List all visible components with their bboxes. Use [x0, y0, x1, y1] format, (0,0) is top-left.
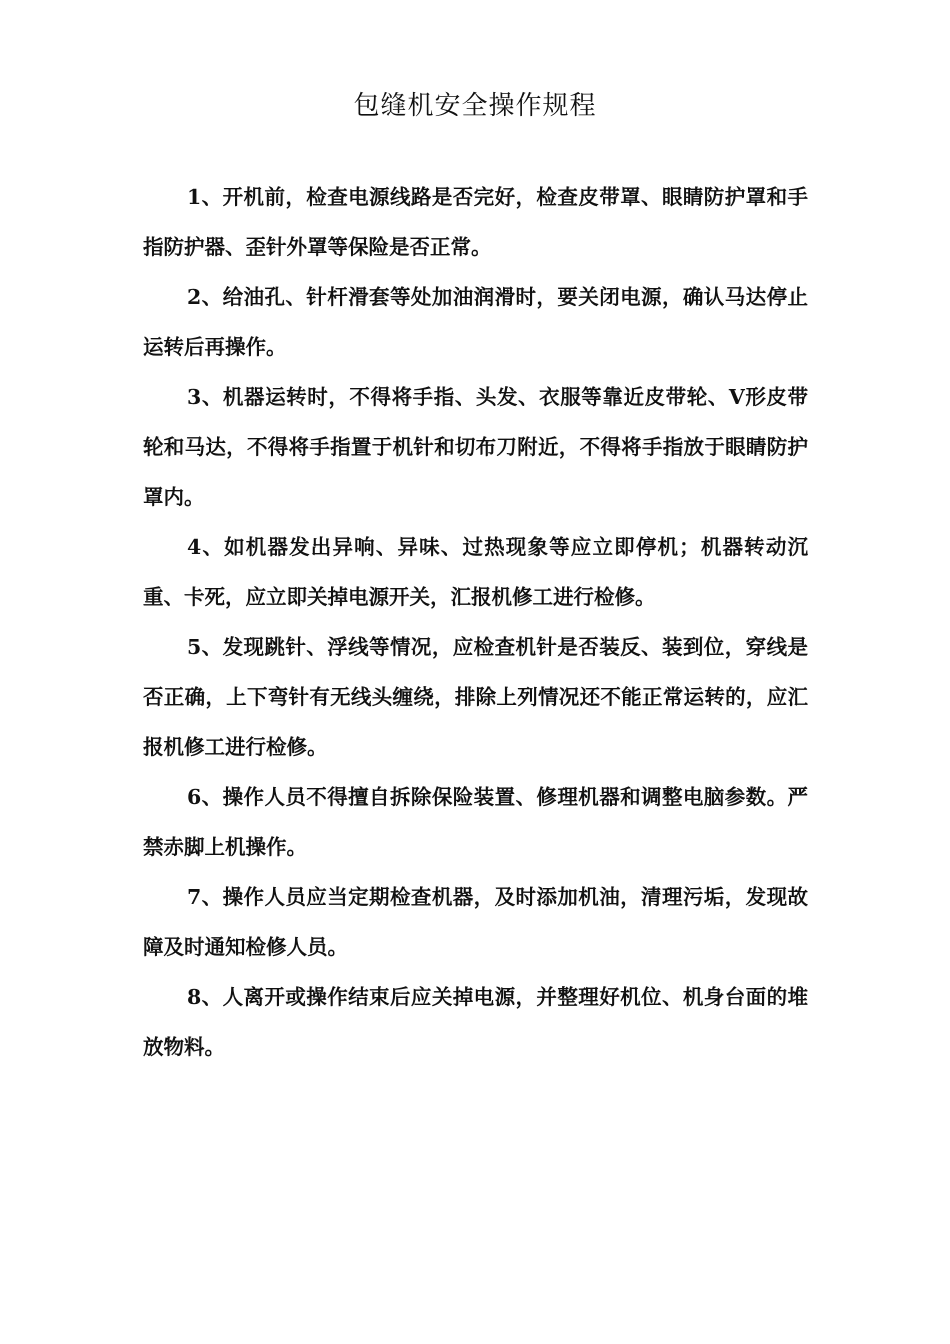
rule-item-8: 8、人离开或操作结束后应关掉电源，并整理好机位、机身台面的堆放物料。: [143, 985, 808, 1059]
rule-item-1: 1、开机前，检查电源线路是否完好，检查皮带罩、眼睛防护罩和手指防护器、歪针外罩等保险是否正常。: [143, 185, 808, 259]
rule-item-3: 3、机器运转时，不得将手指、头发、衣服等靠近皮带轮、V形皮带轮和马达，不得将手指置于机针和切布刀附近，不得将手指放于眼睛防护罩内。: [143, 385, 808, 509]
rule-item-6: 6、操作人员不得擅自拆除保险装置、修理机器和调整电脑参数。严禁赤脚上机操作。: [143, 785, 808, 859]
rule-item-2: 2、给油孔、针杆滑套等处加油润滑时，要关闭电源，确认马达停止运转后再操作。: [143, 285, 808, 359]
rules-list: [143, 172, 808, 1072]
rule-item-5: 5、发现跳针、浮线等情况，应检查机针是否装反、装到位，穿线是否正确，上下弯针有无线头缠绕，排除上列情况还不能正常运转的，应汇报机修工进行检修。: [143, 635, 808, 759]
document-title: 包缝机安全操作规程: [353, 91, 597, 121]
rule-item-4: 4、如机器发出异响、异味、过热现象等应立即停机；机器转动沉重、卡死，应立即关掉电源开关，汇报机修工进行检修。: [143, 535, 808, 609]
rule-item-7: 7、操作人员应当定期检查机器，及时添加机油，清理污垢，发现故障及时通知检修人员。: [143, 885, 808, 959]
